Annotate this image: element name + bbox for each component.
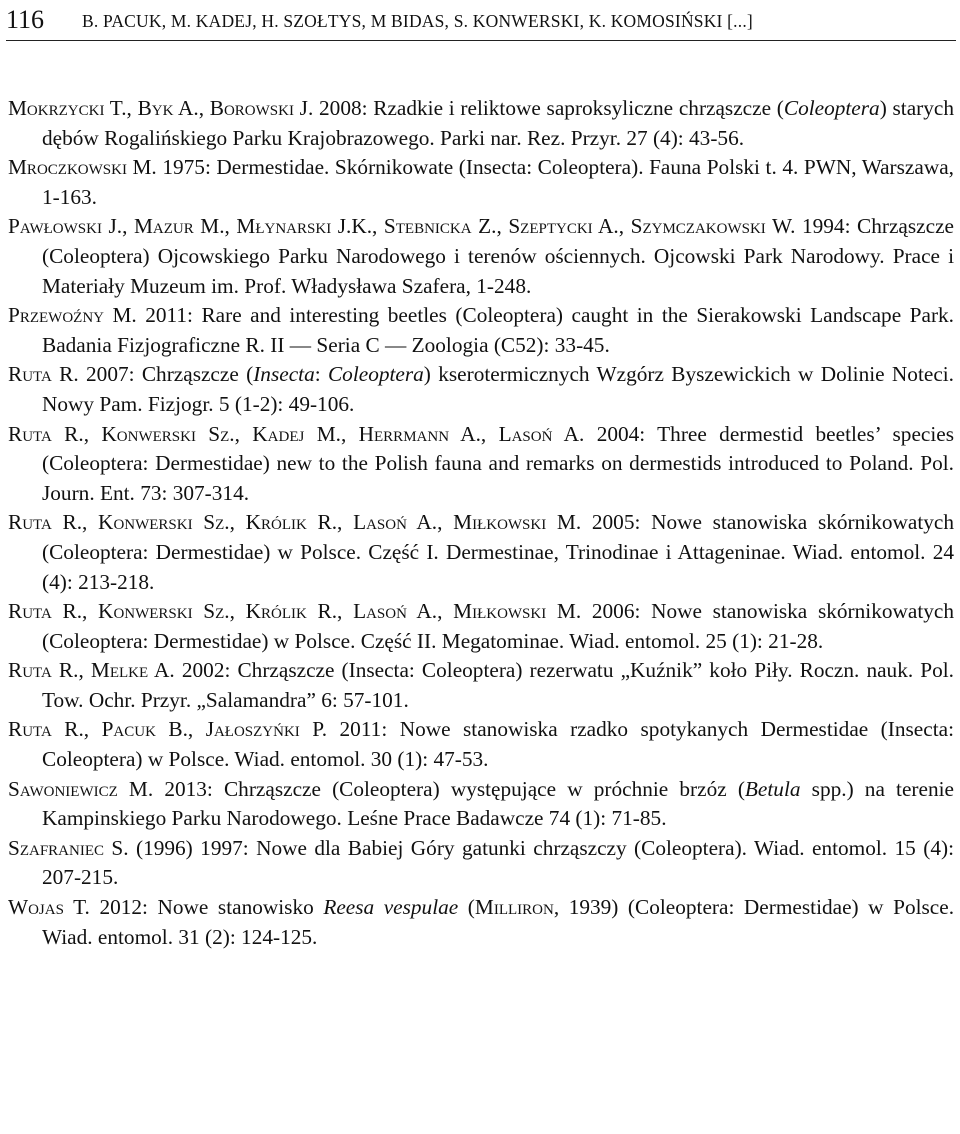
reference-authors: Milliron	[474, 895, 554, 920]
reference-text: 2006: Nowe stanowiska skórnikowatych (Coleoptera: Dermestidae) w Polsce. Część II. Megatominae. Wiad. entomol. 25 (1): 21-28.	[42, 599, 954, 653]
reference-italic: Coleoptera	[783, 96, 880, 120]
page-number: 116	[6, 5, 45, 34]
reference-authors: Ruta R.	[8, 362, 79, 387]
reference-entry	[8, 301, 954, 360]
reference-authors: Ruta R., Konwerski Sz., Kadej M., Herrmann A., Lasoń A.	[8, 421, 585, 446]
reference-entry	[8, 597, 954, 656]
reference-authors: Wojas T.	[8, 895, 90, 920]
reference-text: 2011: Nowe stanowiska rzadko spotykanych Dermestidae (Insecta: Coleoptera) w Polsce. Wiad. entomol. 30 (1): 47-53.	[42, 717, 954, 772]
reference-text: 2004: Three dermestid beetles’ species (Coleoptera: Dermestidae) new to the Polish fauna and remarks on dermestids introduced to Poland. Pol. Journ. Ent. 73: 307-314.	[42, 421, 955, 505]
reference-entry	[8, 715, 954, 774]
reference-text: 2002: Chrząszcze (Insecta: Coleoptera) rezerwatu „Kuźnik” koło Piły. Roczn. nauk. Pol. Tow. Ochr. Przyr. „Salamandra” 6: 57-101.	[42, 658, 954, 712]
reference-authors: Mokrzycki T., Byk A., Borowski J.	[8, 96, 314, 120]
reference-entry	[8, 360, 954, 419]
running-head: B. PACUK, M. KADEJ, H. SZOŁTYS, M BIDAS, S. KONWERSKI, K. KOMOSIŃSKI [...]	[82, 11, 753, 31]
reference-authors: Pawłowski J., Mazur M., Młynarski J.K., Stebnicka Z., Szeptycki A., Szymczakowski W.	[8, 214, 796, 239]
reference-text: :	[314, 362, 328, 387]
reference-text: 2011: Rare and interesting beetles (Coleoptera) caught in the Sierakowski Landscape Park. Badania Fizjograficzne R. II — Seria C — Zoologia (C52): 33-45.	[42, 303, 955, 357]
reference-authors: Sawoniewicz M.	[8, 776, 154, 801]
reference-text: , 1939) (Coleoptera: Dermestidae) w Polsce. Wiad. entomol. 31 (2): 124-125.	[42, 895, 955, 949]
reference-authors: Przewoźny M.	[8, 303, 137, 328]
reference-authors: Ruta R., Konwerski Sz., Królik R., Lasoń A., Miłkowski M.	[8, 599, 582, 624]
reference-entry	[8, 153, 954, 212]
reference-text: (1996) 1997: Nowe dla Babiej Góry gatunki chrząszczy (Coleoptera). Wiad. entomol. 15 (4): 207-215.	[42, 835, 954, 890]
reference-italic: Betula	[744, 776, 801, 801]
reference-authors: Ruta R., Konwerski Sz., Królik R., Lasoń A., Miłkowski M.	[8, 510, 582, 535]
reference-entry	[8, 893, 954, 952]
reference-entry	[8, 775, 954, 834]
reference-entry	[8, 420, 954, 509]
reference-text: 2008: Rzadkie i reliktowe saproksyliczne chrząszcze (	[319, 96, 784, 120]
reference-italic: Reesa vespulae	[323, 895, 459, 920]
reference-text: 2005: Nowe stanowiska skórnikowatych (Coleoptera: Dermestidae) w Polsce. Część I. Dermestinae, Trinodinae i Attageninae. Wiad. entomol. 24 (4): 213-218.	[42, 510, 954, 594]
reference-authors: Szafraniec S.	[8, 835, 129, 860]
reference-text: (	[458, 895, 475, 920]
reference-text: 2007: Chrząszcze (	[86, 362, 254, 387]
reference-authors: Ruta R., Pacuk B., Jałoszyńki P.	[8, 717, 328, 742]
reference-text: ) kserotermicznych Wzgórz Byszewickich w Dolinie Noteci. Nowy Pam. Fizjogr. 5 (1-2): 49-106.	[42, 362, 955, 416]
reference-list	[8, 94, 954, 952]
reference-entry	[8, 656, 954, 715]
page-header	[6, 2, 956, 42]
reference-italic: Insecta	[253, 362, 315, 387]
reference-authors: Ruta R., Melke A.	[8, 658, 175, 683]
reference-text: 1975: Dermestidae. Skórnikowate (Insecta: Coleoptera). Fauna Polski t. 4. PWN, Warszawa, 1-163.	[42, 155, 954, 209]
reference-italic: Coleoptera	[327, 362, 424, 387]
reference-text: spp.) na terenie Kampinskiego Parku Narodowego. Leśne Prace Badawcze 74 (1): 71-85.	[42, 776, 954, 831]
reference-text: 1994: Chrząszcze (Coleoptera) Ojcowskiego Parku Narodowego i terenów ościennych. Ojcowski Park Narodowy. Prace i Materiały Muzeum im. Prof. Władysława Szafera, 1-248.	[42, 214, 954, 298]
reference-entry	[8, 834, 954, 893]
reference-text: 2013: Chrząszcze (Coleoptera) występujące w próchnie brzóz (	[164, 776, 745, 801]
reference-entry	[8, 508, 954, 597]
header-rule	[6, 40, 956, 41]
reference-entry	[8, 94, 954, 153]
reference-text: ) starych dębów Rogalińskiego Parku Krajobrazowego. Parki nar. Rez. Przyr. 27 (4): 43-56.	[42, 96, 955, 150]
reference-text: 2012: Nowe stanowisko	[99, 895, 324, 920]
reference-entry	[8, 212, 954, 301]
reference-authors: Mroczkowski M.	[8, 155, 157, 180]
